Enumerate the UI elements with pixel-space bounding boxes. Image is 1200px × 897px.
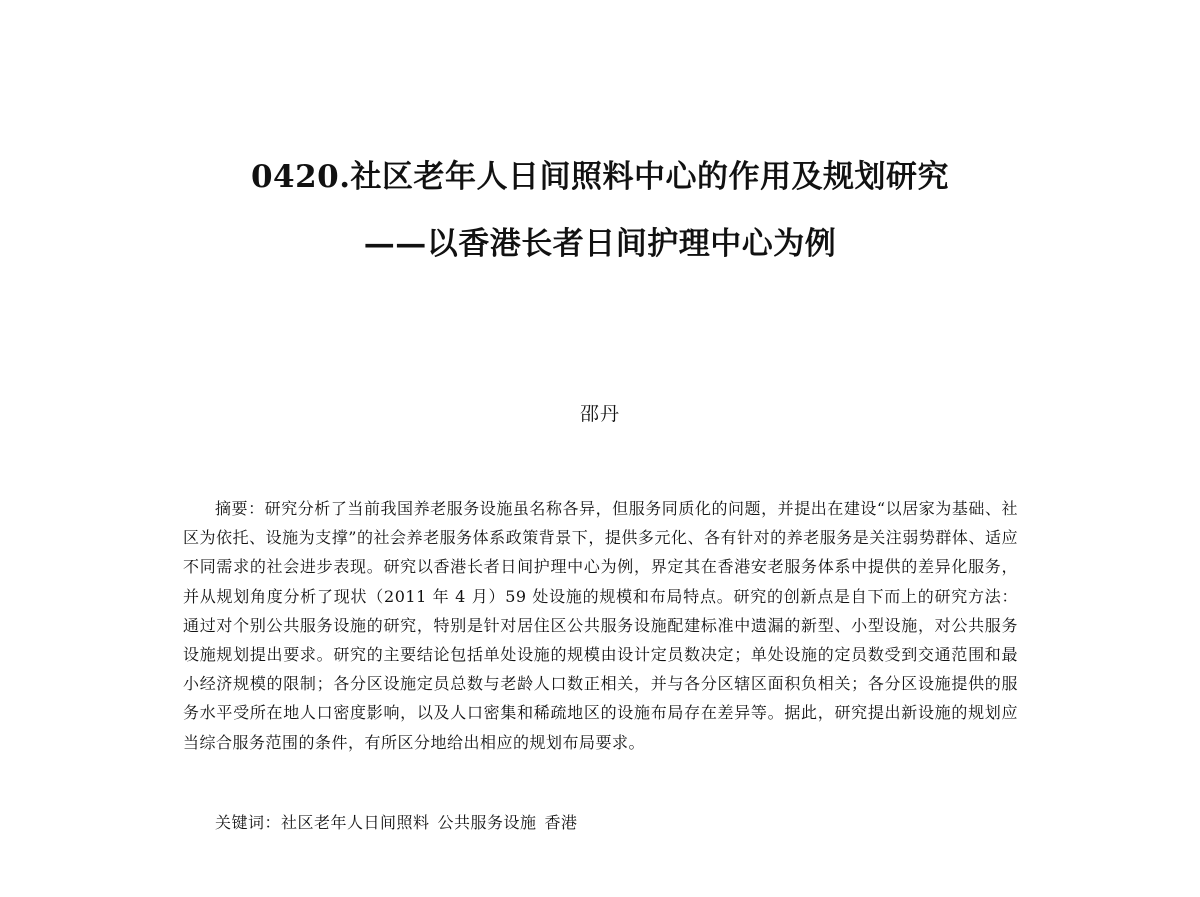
paper-title: 0420.社区老年人日间照料中心的作用及规划研究 <box>250 159 950 195</box>
keyword-item: 社区老年人日间照料 <box>281 813 430 832</box>
keyword-item: 香港 <box>544 813 578 832</box>
abstract-text: 研究分析了当前我国养老服务设施虽名称各异，但服务同质化的问题，并提出在建设“以居家为基础、社区为依托、设施为支撑”的社会养老服务体系政策背景下，提供多元化、各有针对的养老服务是关注弱势群体、适应不同需求的社会进步表现。研究以香港长者日间护理中心为例，界定其在香港安老服务体系中提供的差异化服务，并从规划角度分析了现状（2011 年 4 月）59 处设施的规模和布局特点。研究的创新点是自下而上的研究方法：通过对个别公共服务设施的研究，特别是针对居住区公共服务设施配建标准中遗漏的新型、小型设施，对公共服务设施规划提出要求。研究的主要结论包括单处设施的规模由设计定员数决定；单处设施的定员数受到交通范围和最小经济规模的限制；各分区设施定员总数与老龄人口数正相关，并与各分区辖区面积负相关；各分区设施提供的服务水平受所在地人口密度影响，以及人口密集和稀疏地区的设施布局存在差异等。据此，研究提出新设施的规划应当综合服务范围的条件，有所区分地给出相应的规划布局要求。 <box>183 499 1018 752</box>
keywords-line <box>183 808 1018 837</box>
keywords-label: 关键词： <box>215 813 282 832</box>
abstract-paragraph <box>183 494 1018 757</box>
paper-subtitle: ——以香港长者日间护理中心为例 <box>363 226 837 262</box>
author-name: 邵丹 <box>579 403 620 425</box>
abstract-label: 摘要： <box>215 499 265 518</box>
keyword-item: 公共服务设施 <box>437 813 537 832</box>
abstract-block <box>183 494 1018 757</box>
